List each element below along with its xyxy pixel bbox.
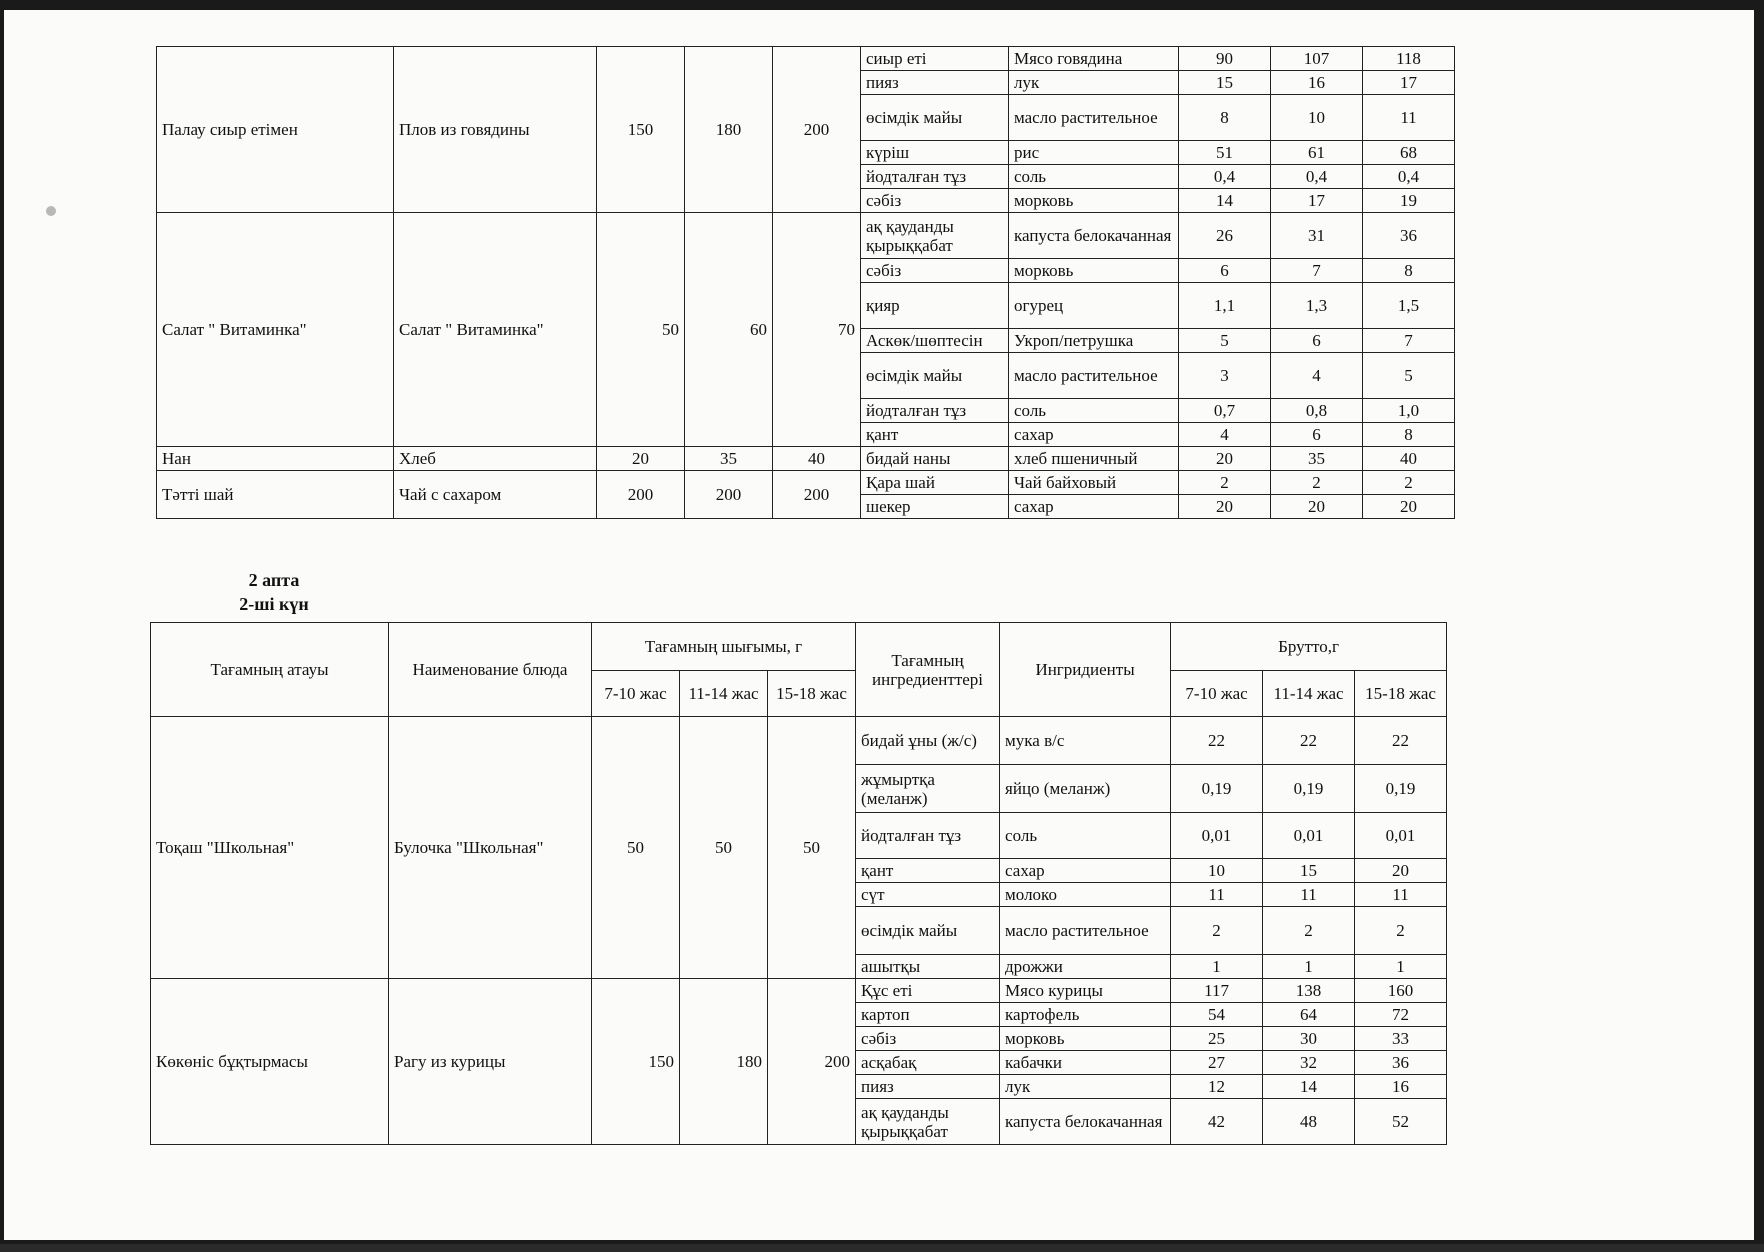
- header-age-11-14: 11-14 жас: [680, 671, 768, 717]
- brutto-7-10: 14: [1179, 189, 1271, 213]
- ingredient-ru: сахар: [1009, 495, 1179, 519]
- brutto-15-18: 11: [1363, 95, 1455, 141]
- ingredient-kz: қант: [856, 859, 1000, 883]
- header-dish-ru: Наименование блюда: [389, 623, 592, 717]
- ingredient-ru: яйцо (меланж): [1000, 765, 1171, 813]
- ingredient-kz: қияр: [861, 283, 1009, 329]
- ingredient-kz: Құс еті: [856, 979, 1000, 1003]
- ingredient-ru: рис: [1009, 141, 1179, 165]
- brutto-7-10: 0,01: [1171, 813, 1263, 859]
- brutto-7-10: 0,19: [1171, 765, 1263, 813]
- brutto-11-14: 1: [1263, 955, 1355, 979]
- ingredient-kz: асқабақ: [856, 1051, 1000, 1075]
- brutto-7-10: 15: [1179, 71, 1271, 95]
- portion-15-18: 200: [773, 471, 861, 519]
- brutto-11-14: 7: [1271, 259, 1363, 283]
- header-ingredients-ru: Ингридиенты: [1000, 623, 1171, 717]
- ingredient-ru: капуста белокачанная: [1000, 1099, 1171, 1145]
- ingredient-kz: шекер: [861, 495, 1009, 519]
- dish-name-ru: Рагу из курицы: [389, 979, 592, 1145]
- brutto-7-10: 42: [1171, 1099, 1263, 1145]
- ingredient-ru: соль: [1009, 165, 1179, 189]
- brutto-15-18: 20: [1355, 859, 1447, 883]
- brutto-7-10: 11: [1171, 883, 1263, 907]
- brutto-11-14: 32: [1263, 1051, 1355, 1075]
- brutto-11-14: 10: [1271, 95, 1363, 141]
- brutto-15-18: 160: [1355, 979, 1447, 1003]
- ingredient-ru: мука в/с: [1000, 717, 1171, 765]
- brutto-15-18: 33: [1355, 1027, 1447, 1051]
- ingredient-kz: сәбіз: [861, 189, 1009, 213]
- ingredient-ru: морковь: [1000, 1027, 1171, 1051]
- ingredient-ru: молоко: [1000, 883, 1171, 907]
- dish-name-kz: Көкөніс бұқтырмасы: [151, 979, 389, 1145]
- portion-15-18: 200: [768, 979, 856, 1145]
- brutto-7-10: 10: [1171, 859, 1263, 883]
- portion-11-14: 60: [685, 213, 773, 447]
- table-row: [157, 213, 1455, 259]
- table-row: [151, 717, 1447, 765]
- brutto-7-10: 25: [1171, 1027, 1263, 1051]
- brutto-7-10: 117: [1171, 979, 1263, 1003]
- brutto-11-14: 2: [1263, 907, 1355, 955]
- portion-7-10: 200: [597, 471, 685, 519]
- brutto-7-10: 12: [1171, 1075, 1263, 1099]
- ingredient-ru: сахар: [1009, 423, 1179, 447]
- dish-name-ru: Чай с сахаром: [394, 471, 597, 519]
- ingredient-kz: ашытқы: [856, 955, 1000, 979]
- portion-7-10: 150: [592, 979, 680, 1145]
- brutto-7-10: 5: [1179, 329, 1271, 353]
- brutto-15-18: 0,19: [1355, 765, 1447, 813]
- brutto-11-14: 6: [1271, 423, 1363, 447]
- menu-table-week2-day2: [150, 622, 1447, 1145]
- ingredient-kz: картоп: [856, 1003, 1000, 1027]
- brutto-15-18: 0,4: [1363, 165, 1455, 189]
- ingredient-kz: өсімдік майы: [861, 95, 1009, 141]
- brutto-15-18: 8: [1363, 259, 1455, 283]
- dish-name-ru: Салат " Витаминка": [394, 213, 597, 447]
- brutto-15-18: 16: [1355, 1075, 1447, 1099]
- brutto-15-18: 36: [1363, 213, 1455, 259]
- ingredient-kz: йодталған тұз: [861, 165, 1009, 189]
- portion-15-18: 70: [773, 213, 861, 447]
- table-row: [157, 471, 1455, 495]
- ingredient-ru: сахар: [1000, 859, 1171, 883]
- ingredient-kz: пияз: [861, 71, 1009, 95]
- portion-11-14: 35: [685, 447, 773, 471]
- ingredient-ru: лук: [1009, 71, 1179, 95]
- document-page: [4, 10, 1754, 1240]
- brutto-7-10: 20: [1179, 447, 1271, 471]
- ingredient-kz: йодталған тұз: [856, 813, 1000, 859]
- header-age-11-14: 11-14 жас: [1263, 671, 1355, 717]
- brutto-11-14: 107: [1271, 47, 1363, 71]
- table-row: [157, 447, 1455, 471]
- brutto-7-10: 0,4: [1179, 165, 1271, 189]
- brutto-11-14: 14: [1263, 1075, 1355, 1099]
- ingredient-kz: қант: [861, 423, 1009, 447]
- ingredient-ru: картофель: [1000, 1003, 1171, 1027]
- brutto-7-10: 27: [1171, 1051, 1263, 1075]
- header-ingredients-kz: Тағамның ингредиенттері: [856, 623, 1000, 717]
- brutto-7-10: 4: [1179, 423, 1271, 447]
- brutto-11-14: 64: [1263, 1003, 1355, 1027]
- ingredient-ru: масло растительное: [1000, 907, 1171, 955]
- scan-speck: [46, 206, 56, 216]
- brutto-11-14: 0,4: [1271, 165, 1363, 189]
- brutto-11-14: 6: [1271, 329, 1363, 353]
- header-age-15-18: 15-18 жас: [768, 671, 856, 717]
- dish-name-ru: Плов из говядины: [394, 47, 597, 213]
- ingredient-ru: морковь: [1009, 189, 1179, 213]
- brutto-11-14: 138: [1263, 979, 1355, 1003]
- portion-11-14: 180: [685, 47, 773, 213]
- ingredient-ru: морковь: [1009, 259, 1179, 283]
- ingredient-kz: Аскөк/шөптесін: [861, 329, 1009, 353]
- portion-11-14: 50: [680, 717, 768, 979]
- ingredient-kz: сәбіз: [856, 1027, 1000, 1051]
- brutto-15-18: 0,01: [1355, 813, 1447, 859]
- brutto-15-18: 8: [1363, 423, 1455, 447]
- dish-name-kz: Тәтті шай: [157, 471, 394, 519]
- portion-7-10: 150: [597, 47, 685, 213]
- brutto-11-14: 20: [1271, 495, 1363, 519]
- ingredient-ru: Мясо говядина: [1009, 47, 1179, 71]
- brutto-15-18: 118: [1363, 47, 1455, 71]
- dish-name-kz: Нан: [157, 447, 394, 471]
- dish-name-ru: Булочка "Школьная": [389, 717, 592, 979]
- menu-table-week1: [156, 46, 1455, 519]
- brutto-15-18: 19: [1363, 189, 1455, 213]
- brutto-7-10: 3: [1179, 353, 1271, 399]
- brutto-11-14: 48: [1263, 1099, 1355, 1145]
- table-row: [157, 47, 1455, 71]
- dish-name-kz: Тоқаш "Школьная": [151, 717, 389, 979]
- brutto-7-10: 90: [1179, 47, 1271, 71]
- brutto-11-14: 2: [1271, 471, 1363, 495]
- header-brutto: Брутто,г: [1171, 623, 1447, 671]
- brutto-15-18: 36: [1355, 1051, 1447, 1075]
- portion-15-18: 40: [773, 447, 861, 471]
- brutto-15-18: 1,0: [1363, 399, 1455, 423]
- header-age-15-18: 15-18 жас: [1355, 671, 1447, 717]
- brutto-11-14: 35: [1271, 447, 1363, 471]
- ingredient-ru: кабачки: [1000, 1051, 1171, 1075]
- brutto-15-18: 40: [1363, 447, 1455, 471]
- brutto-7-10: 2: [1171, 907, 1263, 955]
- ingredient-ru: дрожжи: [1000, 955, 1171, 979]
- ingredient-ru: Чай байховый: [1009, 471, 1179, 495]
- brutto-15-18: 7: [1363, 329, 1455, 353]
- portion-11-14: 180: [680, 979, 768, 1145]
- portion-7-10: 50: [597, 213, 685, 447]
- ingredient-kz: сиыр еті: [861, 47, 1009, 71]
- brutto-7-10: 51: [1179, 141, 1271, 165]
- week-label: 2 апта: [248, 570, 300, 590]
- brutto-15-18: 1,5: [1363, 283, 1455, 329]
- brutto-11-14: 0,01: [1263, 813, 1355, 859]
- ingredient-kz: Қара шай: [861, 471, 1009, 495]
- day-label: 2-ші күн: [239, 594, 309, 614]
- ingredient-kz: өсімдік майы: [861, 353, 1009, 399]
- brutto-7-10: 1,1: [1179, 283, 1271, 329]
- brutto-11-14: 11: [1263, 883, 1355, 907]
- brutto-11-14: 22: [1263, 717, 1355, 765]
- brutto-11-14: 0,8: [1271, 399, 1363, 423]
- brutto-7-10: 8: [1179, 95, 1271, 141]
- ingredient-kz: пияз: [856, 1075, 1000, 1099]
- portion-11-14: 200: [685, 471, 773, 519]
- brutto-7-10: 22: [1171, 717, 1263, 765]
- ingredient-kz: ақ қауданды қырыққабат: [861, 213, 1009, 259]
- brutto-7-10: 26: [1179, 213, 1271, 259]
- ingredient-ru: огурец: [1009, 283, 1179, 329]
- ingredient-ru: масло растительное: [1009, 353, 1179, 399]
- dish-name-kz: Палау сиыр етімен: [157, 47, 394, 213]
- brutto-11-14: 0,19: [1263, 765, 1355, 813]
- ingredient-kz: күріш: [861, 141, 1009, 165]
- ingredient-kz: жұмыртқа (меланж): [856, 765, 1000, 813]
- brutto-15-18: 11: [1355, 883, 1447, 907]
- header-age-7-10: 7-10 жас: [1171, 671, 1263, 717]
- brutto-11-14: 31: [1271, 213, 1363, 259]
- ingredient-kz: бидай наны: [861, 447, 1009, 471]
- header-row: [151, 623, 1447, 671]
- brutto-7-10: 6: [1179, 259, 1271, 283]
- brutto-11-14: 15: [1263, 859, 1355, 883]
- brutto-7-10: 0,7: [1179, 399, 1271, 423]
- brutto-15-18: 5: [1363, 353, 1455, 399]
- portion-7-10: 20: [597, 447, 685, 471]
- header-age-7-10: 7-10 жас: [592, 671, 680, 717]
- ingredient-ru: Мясо курицы: [1000, 979, 1171, 1003]
- ingredient-ru: хлеб пшеничный: [1009, 447, 1179, 471]
- brutto-11-14: 16: [1271, 71, 1363, 95]
- brutto-11-14: 30: [1263, 1027, 1355, 1051]
- brutto-15-18: 20: [1363, 495, 1455, 519]
- ingredient-ru: Укроп/петрушка: [1009, 329, 1179, 353]
- ingredient-ru: масло растительное: [1009, 95, 1179, 141]
- brutto-15-18: 2: [1355, 907, 1447, 955]
- brutto-15-18: 68: [1363, 141, 1455, 165]
- ingredient-ru: соль: [1009, 399, 1179, 423]
- scan-bottom-edge: [0, 1244, 1764, 1252]
- brutto-7-10: 20: [1179, 495, 1271, 519]
- brutto-7-10: 2: [1179, 471, 1271, 495]
- brutto-11-14: 4: [1271, 353, 1363, 399]
- brutto-15-18: 72: [1355, 1003, 1447, 1027]
- ingredient-ru: соль: [1000, 813, 1171, 859]
- brutto-11-14: 17: [1271, 189, 1363, 213]
- ingredient-kz: сүт: [856, 883, 1000, 907]
- ingredient-kz: өсімдік майы: [856, 907, 1000, 955]
- brutto-15-18: 17: [1363, 71, 1455, 95]
- brutto-15-18: 1: [1355, 955, 1447, 979]
- ingredient-kz: бидай ұны (ж/с): [856, 717, 1000, 765]
- header-dish-kz: Тағамның атауы: [151, 623, 389, 717]
- header-portion: Тағамның шығымы, г: [592, 623, 856, 671]
- brutto-15-18: 2: [1363, 471, 1455, 495]
- ingredient-ru: лук: [1000, 1075, 1171, 1099]
- ingredient-ru: капуста белокачанная: [1009, 213, 1179, 259]
- dish-name-ru: Хлеб: [394, 447, 597, 471]
- table-row: [151, 979, 1447, 1003]
- portion-7-10: 50: [592, 717, 680, 979]
- portion-15-18: 200: [773, 47, 861, 213]
- portion-15-18: 50: [768, 717, 856, 979]
- ingredient-kz: йодталған тұз: [861, 399, 1009, 423]
- brutto-15-18: 22: [1355, 717, 1447, 765]
- brutto-7-10: 1: [1171, 955, 1263, 979]
- brutto-11-14: 61: [1271, 141, 1363, 165]
- brutto-7-10: 54: [1171, 1003, 1263, 1027]
- brutto-11-14: 1,3: [1271, 283, 1363, 329]
- dish-name-kz: Салат " Витаминка": [157, 213, 394, 447]
- ingredient-kz: сәбіз: [861, 259, 1009, 283]
- brutto-15-18: 52: [1355, 1099, 1447, 1145]
- ingredient-kz: ақ қауданды қырыққабат: [856, 1099, 1000, 1145]
